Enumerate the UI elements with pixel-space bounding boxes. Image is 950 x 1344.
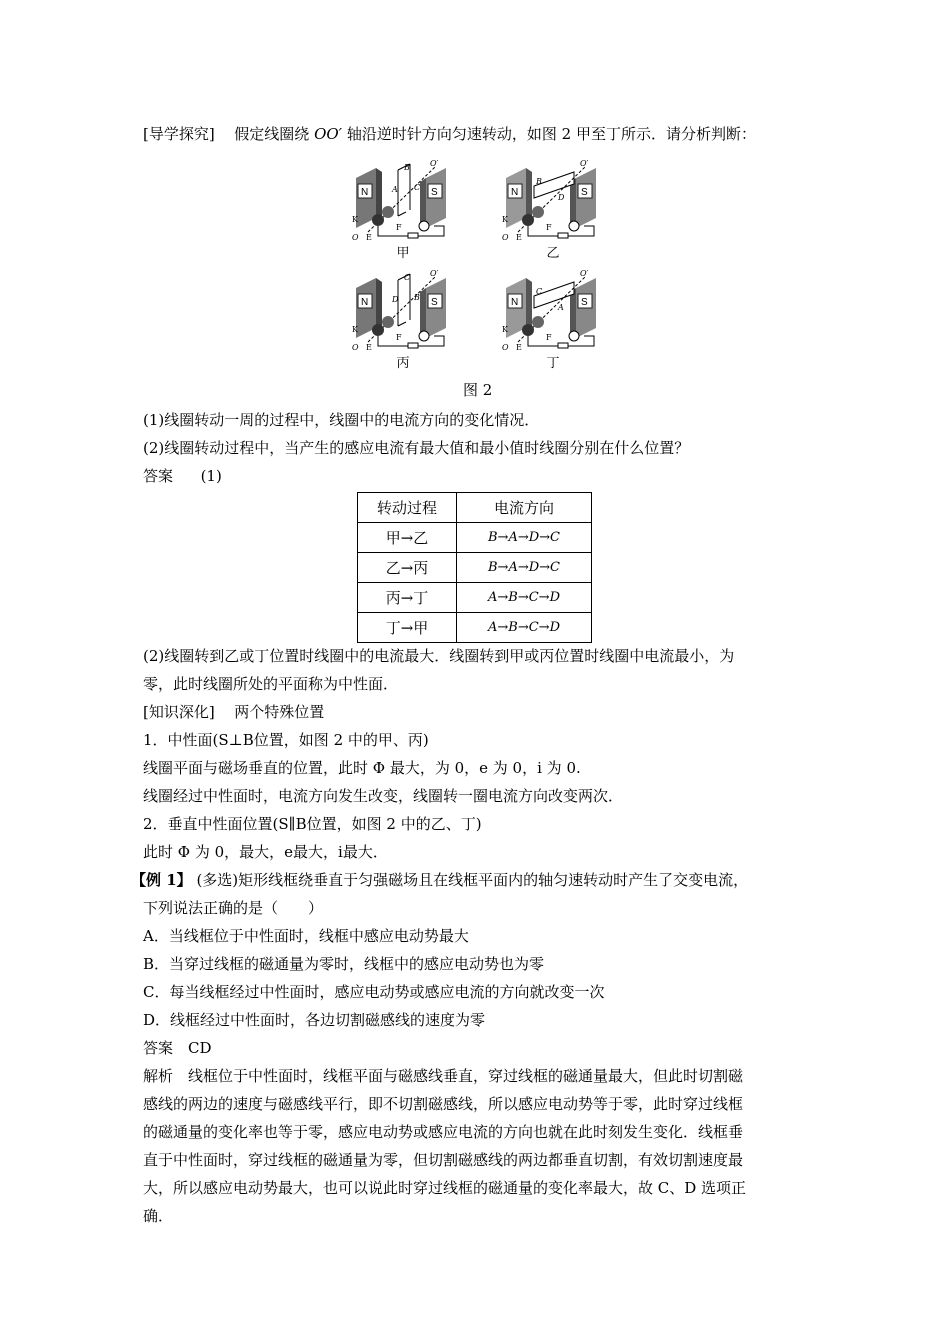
intro-text-b: 轴沿逆时针方向匀速转动，如图 2 甲至丁所示．请分析判断： bbox=[346, 125, 756, 143]
svg-text:O′: O′ bbox=[580, 160, 589, 168]
svg-text:K: K bbox=[352, 215, 358, 224]
answer2-line-2: 零，此时线圈所处的平面称为中性面． bbox=[143, 675, 399, 693]
table-cell: B→A→D→C bbox=[457, 553, 592, 583]
n-pole-label: N bbox=[361, 187, 369, 198]
current-direction-table bbox=[357, 492, 592, 643]
example-stem-line-1 bbox=[131, 870, 748, 890]
svg-text:O: O bbox=[502, 343, 509, 352]
table-row bbox=[358, 523, 592, 553]
table-row bbox=[358, 553, 592, 583]
svg-text:E: E bbox=[366, 343, 372, 352]
table-cell: A→B→C→D bbox=[457, 583, 592, 613]
svg-text:S: S bbox=[581, 187, 588, 198]
table-header: 电流方向 bbox=[457, 493, 592, 523]
analysis-line-6: 确． bbox=[143, 1207, 174, 1225]
table-header-row bbox=[358, 493, 592, 523]
knowledge-p2-head: 2．垂直中性面位置(S∥B位置，如图 2 中的乙、丁) bbox=[143, 815, 482, 833]
question-2: (2)线圈转动过程中，当产生的感应电流有最大值和最小值时线圈分别在什么位置？ bbox=[143, 439, 690, 457]
svg-text:N: N bbox=[511, 297, 519, 308]
intro-line bbox=[143, 124, 756, 144]
knowledge-p1-line-1: 线圈平面与磁场垂直的位置，此时 Φ 最大，为 0，e 为 0，i 为 0. bbox=[143, 759, 581, 777]
svg-text:F: F bbox=[396, 223, 402, 232]
answer-label: 答案 bbox=[143, 467, 174, 485]
svg-text:B: B bbox=[404, 163, 410, 172]
generator-diagram-jia bbox=[348, 160, 458, 242]
option-b: B．当穿过线框的磁通量为零时，线框中的感应电动势也为零 bbox=[143, 955, 545, 973]
example-answer: 答案 CD bbox=[143, 1039, 212, 1057]
analysis-line-1: 解析 线框位于中性面时，线框平面与磁感线垂直，穿过线框的磁通量最大，但此时切割磁 bbox=[143, 1067, 744, 1085]
option-a: A．当线框位于中性面时，线框中感应电动势最大 bbox=[143, 927, 469, 945]
table-cell: 甲→乙 bbox=[358, 523, 457, 553]
svg-text:N: N bbox=[511, 187, 519, 198]
panel-label-jia: 甲 bbox=[396, 246, 410, 261]
figure-panel-ding bbox=[498, 270, 608, 371]
svg-text:K: K bbox=[502, 215, 508, 224]
analysis-line-2: 感线的两边的速度与磁感线平行，即不切割磁感线，所以感应电动势等于零，此时穿过线框 bbox=[143, 1095, 744, 1113]
svg-text:B: B bbox=[414, 293, 420, 302]
svg-text:F: F bbox=[396, 333, 402, 342]
svg-text:O′: O′ bbox=[580, 270, 589, 278]
table-cell: B→A→D→C bbox=[457, 523, 592, 553]
svg-text:O: O bbox=[352, 343, 359, 352]
answer2-line-1: (2)线圈转到乙或丁位置时线圈中的电流最大．线圈转到甲或丙位置时线圈中电流最小，为 bbox=[143, 647, 735, 665]
table-header: 转动过程 bbox=[358, 493, 457, 523]
svg-text:E: E bbox=[516, 233, 522, 242]
intro-text-a: 假定线圈绕 bbox=[234, 125, 310, 143]
question-1: (1)线圈转动一周的过程中，线圈中的电流方向的变化情况． bbox=[143, 411, 540, 429]
svg-text:N: N bbox=[361, 297, 369, 308]
intro-tag: [导学探究] bbox=[143, 125, 215, 143]
svg-text:K: K bbox=[502, 325, 508, 334]
figure-caption: 图 2 bbox=[463, 381, 493, 399]
svg-text:O: O bbox=[352, 233, 359, 242]
example-tag: 【例 1】 bbox=[131, 871, 192, 889]
option-d: D．线框经过中性面时，各边切割磁感线的速度为零 bbox=[143, 1011, 486, 1029]
svg-text:C: C bbox=[414, 183, 421, 192]
svg-text:D: D bbox=[558, 193, 565, 202]
table-row bbox=[358, 583, 592, 613]
svg-text:O′: O′ bbox=[430, 270, 439, 278]
analysis-line-5: 大，所以感应电动势最大，也可以说此时穿过线框的磁通量的变化率最大，故 C、D 选项正 bbox=[143, 1179, 747, 1197]
table-cell: 丙→丁 bbox=[358, 583, 457, 613]
svg-text:B: B bbox=[536, 177, 542, 186]
knowledge-heading bbox=[143, 702, 324, 722]
table-cell: A→B→C→D bbox=[457, 613, 592, 643]
svg-text:A: A bbox=[392, 185, 398, 194]
answer-head bbox=[143, 466, 222, 486]
analysis-line-4: 直于中性面时，穿过线框的磁通量为零，但切割磁感线的两边都垂直切割，有效切割速度最 bbox=[143, 1151, 744, 1169]
svg-text:O′: O′ bbox=[430, 160, 439, 168]
knowledge-title: 两个特殊位置 bbox=[234, 703, 325, 721]
svg-text:F: F bbox=[546, 333, 552, 342]
analysis-line-3: 的磁通量的变化率也等于零，感应电动势或感应电流的方向也就在此时刻发生变化．线框垂 bbox=[143, 1123, 744, 1141]
panel-label-yi: 乙 bbox=[546, 246, 560, 261]
svg-text:E: E bbox=[516, 343, 522, 352]
svg-text:F: F bbox=[546, 223, 552, 232]
generator-diagram-ding bbox=[498, 270, 608, 352]
knowledge-p1-head: 1．中性面(S⊥B位置，如图 2 中的甲、丙) bbox=[143, 731, 429, 749]
svg-text:C: C bbox=[536, 287, 543, 296]
table-cell: 丁→甲 bbox=[358, 613, 457, 643]
svg-text:A: A bbox=[558, 303, 564, 312]
svg-text:E: E bbox=[366, 233, 372, 242]
generator-diagram-bing bbox=[348, 270, 458, 352]
answer-num: (1) bbox=[200, 467, 222, 485]
option-c: C．每当线框经过中性面时，感应电动势或感应电流的方向就改变一次 bbox=[143, 983, 605, 1001]
figure-panel-yi bbox=[498, 160, 608, 261]
svg-text:K: K bbox=[352, 325, 358, 334]
svg-text:S: S bbox=[431, 297, 438, 308]
panel-label-ding: 丁 bbox=[546, 356, 560, 371]
knowledge-p1-line-2: 线圈经过中性面时，电流方向发生改变，线圈转一圈电流方向改变两次． bbox=[143, 787, 624, 805]
generator-diagram-yi bbox=[498, 160, 608, 242]
svg-text:D: D bbox=[392, 295, 399, 304]
axis-label: OO′ bbox=[314, 125, 343, 143]
table-row bbox=[358, 613, 592, 643]
example-stem-text: (多选)矩形线框绕垂直于匀强磁场且在线框平面内的轴匀速转动时产生了交变电流， bbox=[196, 871, 749, 889]
figure-panel-jia bbox=[348, 160, 458, 261]
figure-panel-bing bbox=[348, 270, 458, 371]
s-pole-label: S bbox=[431, 187, 438, 198]
knowledge-p2-line-1: 此时 Φ 为 0，最大，e最大，i最大． bbox=[143, 843, 388, 861]
panel-label-bing: 丙 bbox=[396, 356, 410, 371]
example-stem-line-2: 下列说法正确的是（ ） bbox=[143, 899, 324, 917]
svg-text:O: O bbox=[502, 233, 509, 242]
table-cell: 乙→丙 bbox=[358, 553, 457, 583]
svg-text:C: C bbox=[404, 273, 411, 282]
knowledge-tag: [知识深化] bbox=[143, 703, 215, 721]
svg-text:S: S bbox=[581, 297, 588, 308]
